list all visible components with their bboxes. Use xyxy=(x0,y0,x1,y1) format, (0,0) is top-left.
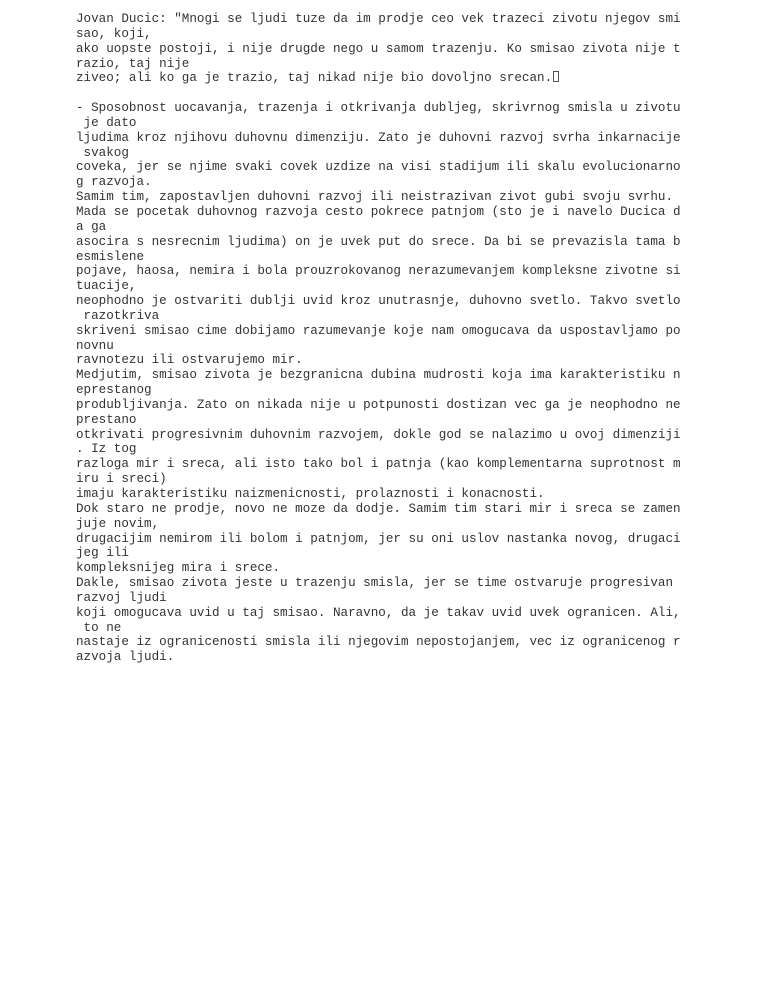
text-line: razvoj ljudi xyxy=(76,590,167,605)
text-line: kompleksnijeg mira i srece. xyxy=(76,561,281,576)
text-line: - Sposobnost uocavanja, trazenja i otkrivanja dubljeg, skrivrnog smisla u zivotu xyxy=(76,101,681,116)
body-paragraph xyxy=(76,101,681,665)
text-line: Samim tim, zapostavljen duhovni razvoj ili neistrazivan zivot gubi svoju svrhu. xyxy=(76,190,674,205)
text-line: eprestanog xyxy=(76,383,152,398)
text-line: neophodno je ostvariti dublji uvid kroz unutrasnje, duhovno svetlo. Takvo svetlo xyxy=(76,294,681,309)
text-line: nastaje iz ogranicenosti smisla ili njegovim nepostojanjem, vec iz ogranicenog r xyxy=(76,635,681,650)
text-line: . Iz tog xyxy=(76,442,137,457)
text-line: ravnotezu ili ostvarujemo mir. xyxy=(76,353,303,368)
text-line: ako uopste postoji, i nije drugde nego u samom trazenju. Ko smisao zivota nije t xyxy=(76,41,681,56)
text-line: je dato xyxy=(76,115,137,130)
text-line: svakog xyxy=(76,145,129,160)
document-page xyxy=(76,12,681,665)
text-line: otkrivati progresivnim duhovnim razvojem, dokle god se nalazimo u ovoj dimenziji xyxy=(76,427,681,442)
text-line: skriveni smisao cime dobijamo razumevanje koje nam omogucava da uspostavljamo po xyxy=(76,323,681,338)
text-line: razloga mir i sreca, ali isto tako bol i patnja (kao komplementarna suprotnost m xyxy=(76,457,681,472)
text-line: juje novim, xyxy=(76,516,160,531)
text-line: jeg ili xyxy=(76,546,129,561)
text-line: Mada se pocetak duhovnog razvoja cesto pokrece patnjom (sto je i navelo Ducica d xyxy=(76,204,681,219)
text-line: iru i sreci) xyxy=(76,472,167,487)
text-line: ljudima kroz njihovu duhovnu dimenziju. Zato je duhovni razvoj svrha inkarnacije xyxy=(76,130,681,145)
text-line: ziveo; ali ko ga je trazio, taj nikad nije bio dovoljno srecan. xyxy=(76,71,553,86)
text-line: azvoja ljudi. xyxy=(76,650,175,665)
text-line-with-glyph xyxy=(76,71,676,86)
text-line: pojave, haosa, nemira i bola prouzrokovanog nerazumevanjem kompleksne zivotne si xyxy=(76,264,681,279)
text-line: Jovan Ducic: "Mnogi se ljudi tuze da im prodje ceo vek trazeci zivotu njegov smi xyxy=(76,12,681,26)
text-line: sao, koji, xyxy=(76,26,152,41)
text-line: razotkriva xyxy=(76,308,160,323)
text-line: prestano xyxy=(76,412,137,427)
text-line: Dok staro ne prodje, novo ne moze da dodje. Samim tim stari mir i sreca se zamen xyxy=(76,501,681,516)
text-line: esmislene xyxy=(76,249,145,264)
text-line: imaju karakteristiku naizmenicnosti, prolaznosti i konacnosti. xyxy=(76,487,545,501)
missing-glyph-icon xyxy=(553,71,559,82)
text-line: koji omogucava uvid u taj smisao. Naravno, da je takav uvid uvek ogranicen. Ali, xyxy=(76,605,681,620)
quote-paragraph xyxy=(76,12,681,86)
text-line: Medjutim, smisao zivota je bezgranicna dubina mudrosti koja ima karakteristiku n xyxy=(76,368,681,383)
text-line: drugacijim nemirom ili bolom i patnjom, jer su oni uslov nastanka novog, drugaci xyxy=(76,531,681,546)
text-line: a ga xyxy=(76,219,107,234)
text-line: asocira s nesrecnim ljudima) on je uvek put do srece. Da bi se prevazisla tama b xyxy=(76,234,681,249)
text-line: tuacije, xyxy=(76,279,137,294)
text-line: Dakle, smisao zivota jeste u trazenju smisla, jer se time ostvaruje progresivan xyxy=(76,576,681,591)
text-line: g razvoja. xyxy=(76,175,152,190)
text-line: to ne xyxy=(76,620,122,635)
text-line: coveka, jer se njime svaki covek uzdize na visi stadijum ili skalu evolucionarno xyxy=(76,160,681,175)
paragraph-spacer xyxy=(76,86,676,101)
text-line: razio, taj nije xyxy=(76,56,190,71)
text-line: novnu xyxy=(76,338,114,353)
text-line: produbljivanja. Zato on nikada nije u potpunosti dostizan vec ga je neophodno ne xyxy=(76,397,681,412)
